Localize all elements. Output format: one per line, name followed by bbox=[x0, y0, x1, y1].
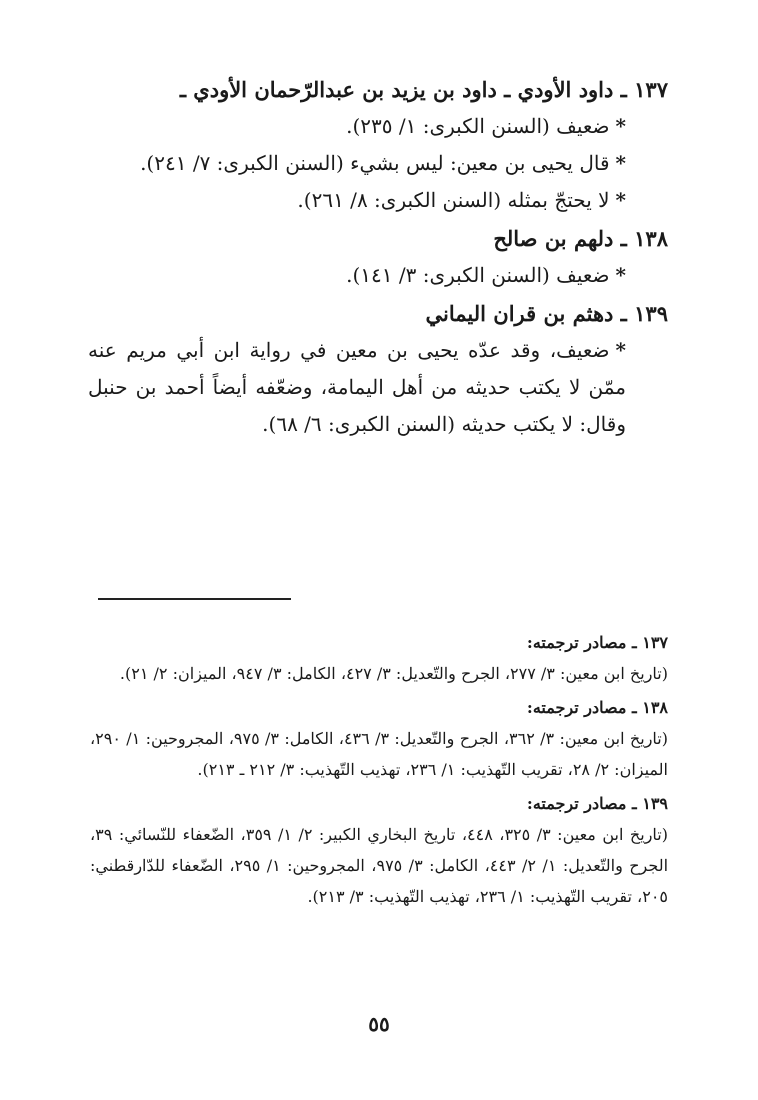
footnote-138 bbox=[90, 693, 668, 785]
footnote-body: (تاريخ ابن معين: ٣/ ٣٢٥، ٤٤٨، تاريخ البخاري الكبير: ٢/ ١/ ٣٥٩، الضّعفاء للنّسائي: ٣٩، الجرح والتّعديل: ١/ ٢/ ٤٤٣، الكامل: ٣/ ٩٧٥، المجروحين: ١/ ٢٩٥، الضّعفاء للدّارقطني: ٢٠٥، تقريب التّهذيب: ١/ ٢٣٦، تهذيب التّهذيب: ٣/ ٢١٣). bbox=[90, 825, 669, 906]
bullet-text: ضعيف، وقد عدّه يحيى بن معين في رواية ابن أبي مريم عنه ممّن لا يكتب حديثه من أهل اليمامة، وضعّفه أيضاً أحمد بن حنبل وقال: لا يكتب حديثه (السنن الكبرى: ٦/ ٦٨). bbox=[88, 338, 626, 436]
entry-139 bbox=[88, 296, 668, 443]
entry-title: ١٣٨ ـ دلهم بن صالح bbox=[493, 226, 668, 251]
entry-title: ١٣٧ ـ داود الأودي ـ داود بن يزيد بن عبدالرّحمان الأودي ـ bbox=[179, 77, 668, 102]
star-icon: * bbox=[615, 338, 626, 362]
footnotes bbox=[90, 628, 668, 916]
footnote-137 bbox=[90, 628, 668, 689]
star-icon: * bbox=[615, 263, 626, 287]
entry-bullet bbox=[88, 257, 626, 294]
bullet-text: ضعيف (السنن الكبرى: ٣/ ١٤١). bbox=[346, 263, 610, 287]
entry-bullet bbox=[88, 182, 626, 219]
footnote-139 bbox=[90, 789, 668, 912]
entry-137 bbox=[88, 72, 668, 219]
entry-bullet bbox=[88, 332, 626, 443]
entry-bullet bbox=[88, 145, 626, 182]
star-icon: * bbox=[615, 151, 626, 175]
page-number: ٥٥ bbox=[368, 1012, 390, 1036]
entry-bullet bbox=[88, 108, 626, 145]
footnote-body: (تاريخ ابن معين: ٣/ ٣٦٢، الجرح والتّعديل: ٣/ ٤٣٦، الكامل: ٣/ ٩٧٥، المجروحين: ١/ ٢٩٠، الميزان: ٢/ ٢٨، تقريب التّهذيب: ١/ ٢٣٦، تهذيب التّهذيب: ٣/ ٢١٢ ـ ٢١٣). bbox=[90, 729, 668, 779]
footnote-divider bbox=[98, 598, 291, 600]
footnote-title: ١٣٩ ـ مصادر ترجمته: bbox=[526, 794, 668, 813]
bullet-text: قال يحيى بن معين: ليس بشيء (السنن الكبرى: ٧/ ٢٤١). bbox=[140, 151, 610, 175]
main-entries bbox=[88, 72, 668, 445]
entry-title: ١٣٩ ـ دهثم بن قران اليماني bbox=[425, 301, 668, 326]
bullet-text: لا يحتجّ بمثله (السنن الكبرى: ٨/ ٢٦١). bbox=[297, 188, 610, 212]
star-icon: * bbox=[615, 188, 626, 212]
star-icon: * bbox=[615, 114, 626, 138]
bullet-text: ضعيف (السنن الكبرى: ١/ ٢٣٥). bbox=[346, 114, 610, 138]
entry-138 bbox=[88, 221, 668, 294]
footnote-title: ١٣٧ ـ مصادر ترجمته: bbox=[526, 633, 668, 652]
footnote-title: ١٣٨ ـ مصادر ترجمته: bbox=[526, 698, 668, 717]
footnote-body: (تاريخ ابن معين: ٣/ ٢٧٧، الجرح والتّعديل: ٣/ ٤٢٧، الكامل: ٣/ ٩٤٧، الميزان: ٢/ ٢١). bbox=[119, 664, 668, 683]
